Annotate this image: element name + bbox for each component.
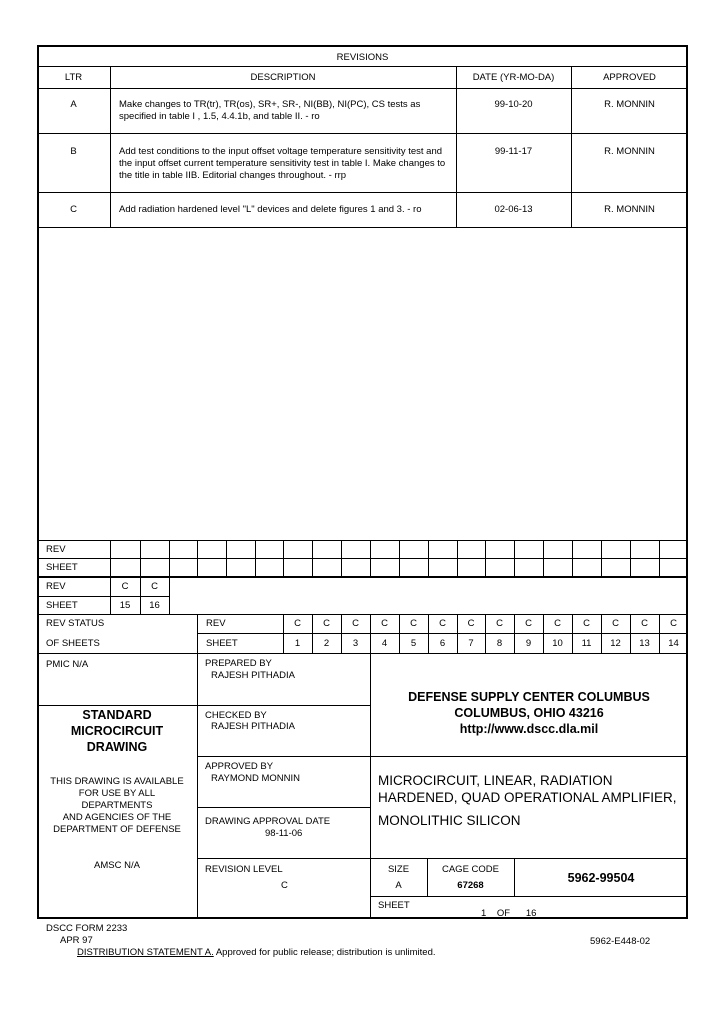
pmic-label: PMIC N/A [46, 659, 89, 670]
rev-cell: C [294, 618, 301, 629]
revision-description-line: Add radiation hardened level "L" devices and delete figures 1 and 3. - ro [119, 204, 422, 215]
sheet-cell: 1 [294, 638, 301, 649]
sheet-block-label: SHEET [378, 900, 410, 911]
rev-cell: C [641, 618, 648, 629]
sheet-cell: 9 [525, 638, 532, 649]
prepared-by-name: RAJESH PITHADIA [211, 670, 295, 681]
sheet-cell: 13 [639, 638, 650, 649]
approved-by-label: APPROVED BY [205, 761, 274, 772]
revision-level-label: REVISION LEVEL [205, 864, 283, 875]
ltr-header: LTR [64, 72, 83, 83]
revision-level-value: C [281, 880, 288, 891]
sheet-cell: 16 [149, 600, 160, 611]
sheet-cell: 12 [610, 638, 621, 649]
standard-drawing-line: DRAWING [86, 740, 148, 754]
sheet-label: SHEET [46, 562, 78, 573]
sheet-label: SHEET [46, 600, 78, 611]
rev-cell: C [121, 581, 129, 592]
rev-cell: C [352, 618, 359, 629]
approved-by-name: RAYMOND MONNIN [211, 773, 301, 784]
sheet-cell: 15 [119, 600, 131, 611]
approval-date-label: DRAWING APPROVAL DATE [205, 816, 331, 827]
rev-cell: C [410, 618, 417, 629]
sheet-label: SHEET [206, 638, 238, 649]
sheet-cell: 11 [581, 638, 592, 649]
rev-cell: C [583, 618, 590, 629]
amsc-label: AMSC N/A [94, 860, 140, 871]
rev-cell: C [467, 618, 475, 629]
revision-description-line: the title in table IIB. Editorial changes throughout. - rrp [119, 170, 347, 181]
rev-cell: C [381, 618, 388, 629]
approved-header: APPROVED [603, 72, 656, 83]
distribution-label: DISTRIBUTION STATEMENT A. [77, 947, 214, 958]
revision-letter: C [70, 204, 77, 215]
sheet-cell: 2 [323, 638, 330, 649]
sheet-cell: 6 [439, 638, 446, 649]
drawing-title-line: MONOLITHIC SILICON [378, 813, 521, 828]
sheet-cell: 14 [668, 638, 679, 649]
rev-cell: C [439, 618, 446, 629]
sheet-cell: 4 [381, 638, 388, 649]
sheet-cell: 8 [496, 638, 503, 649]
rev-label: REV [46, 544, 66, 555]
checked-by-name: RAJESH PITHADIA [211, 721, 295, 732]
rev-cell: C [525, 618, 532, 629]
rev-label: REV [46, 581, 66, 592]
rev-cell: C [323, 618, 330, 629]
revision-date: 02-06-13 [494, 204, 533, 215]
rev-label: REV [206, 618, 226, 629]
revision-approver: R. MONNIN [604, 146, 655, 157]
revision-description-line: Add test conditions to the input offset voltage temperature sensitivity test and [119, 146, 443, 157]
revision-date: 99-10-20 [494, 99, 533, 110]
rev-cell: C [554, 618, 561, 629]
agency-address: COLUMBUS, OHIO 43216 [454, 706, 604, 720]
availability-line: FOR USE BY ALL [78, 788, 156, 799]
size-label: SIZE [387, 864, 410, 875]
of-sheets-label: OF SHEETS [46, 638, 100, 649]
form-date: APR 97 [60, 935, 93, 946]
sheet-of-total: 1 OF 16 [481, 908, 537, 919]
drawing-number: 5962-99504 [567, 871, 635, 885]
revision-letter: A [70, 99, 77, 110]
agency-name: DEFENSE SUPPLY CENTER COLUMBUS [408, 690, 650, 704]
availability-line: THIS DRAWING IS AVAILABLE [50, 776, 184, 787]
document-code: 5962-E448-02 [590, 936, 651, 947]
size-value: A [395, 880, 402, 891]
revision-description-line: specified in table I , 1.5, 4.4.1b, and table II. - ro [119, 111, 320, 122]
revision-description-line: Make changes to TR(tr), TR(os), SR+, SR-, NI(BB), NI(PC), CS tests as [119, 99, 421, 110]
rev-cell: C [496, 618, 503, 629]
distribution-statement [77, 947, 436, 958]
drawing-title-line: MICROCIRCUIT, LINEAR, RADIATION [378, 773, 613, 788]
prepared-by-label: PREPARED BY [205, 658, 272, 669]
rev-status-label: REV STATUS [46, 618, 105, 629]
revision-approver: R. MONNIN [604, 99, 655, 110]
cage-code-label: CAGE CODE [441, 864, 499, 875]
revisions-header: REVISIONS [336, 52, 389, 63]
revision-description-line: the input offset current temperature sensitivity test in table I. Make changes to [119, 158, 446, 169]
revision-approver: R. MONNIN [604, 204, 655, 215]
sheet-cell: 10 [552, 638, 563, 649]
rev-cell: C [151, 581, 158, 592]
standard-drawing-line: MICROCIRCUIT [70, 724, 164, 738]
availability-line: DEPARTMENTS [81, 800, 153, 811]
distribution-text: Approved for public release; distribution is unlimited. [213, 947, 436, 958]
standard-drawing-line: STANDARD [82, 708, 152, 722]
revision-date: 99-11-17 [494, 146, 533, 157]
sheet-cell: 7 [468, 638, 474, 649]
rev-cell: C [670, 618, 677, 629]
rev-cell: C [612, 618, 619, 629]
cage-code-value: 67268 [457, 880, 484, 891]
checked-by-label: CHECKED BY [205, 710, 267, 721]
sheet-cell: 5 [410, 638, 417, 649]
description-header: DESCRIPTION [250, 72, 316, 83]
availability-line: DEPARTMENT OF DEFENSE [53, 824, 181, 835]
availability-line: AND AGENCIES OF THE [62, 812, 172, 823]
form-number: DSCC FORM 2233 [46, 923, 128, 934]
drawing-title-line: HARDENED, QUAD OPERATIONAL AMPLIFIER, [378, 790, 677, 805]
approval-date-value: 98-11-06 [265, 828, 303, 839]
agency-url: http://www.dscc.dla.mil [459, 722, 599, 736]
revision-letter: B [70, 146, 77, 157]
sheet-cell: 3 [352, 638, 359, 649]
date-header: DATE (YR-MO-DA) [472, 72, 555, 83]
